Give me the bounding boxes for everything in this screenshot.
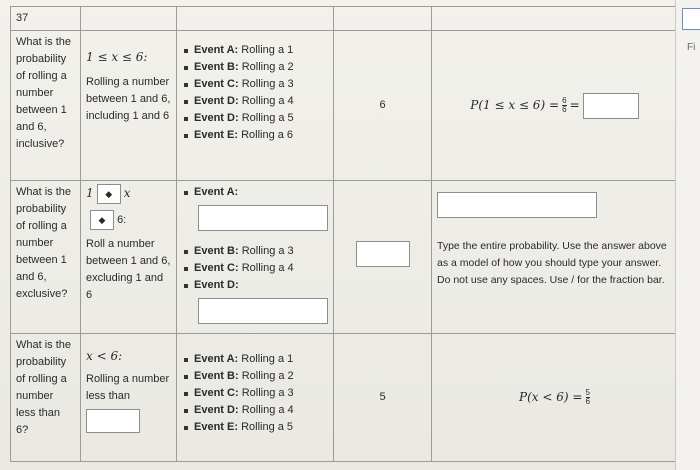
instruction-text: Type the entire probability. Use the answer above as a model of how you should type your answer. Do not use any spaces. Use / for the fraction bar. [437, 240, 667, 286]
range-description: Rolling a number between 1 and 6, including 1 and 6 [86, 76, 171, 122]
events-list [182, 243, 328, 294]
count-cell: 5 [334, 334, 432, 462]
count-input[interactable] [356, 241, 410, 267]
list-item: Event B: Rolling a 2 [194, 368, 328, 385]
range-expression: 1 ≤ x ≤ 6: [86, 50, 148, 64]
table-row [11, 181, 678, 334]
header-number: 37 [11, 7, 81, 31]
count-cell [334, 181, 432, 334]
range-description: Rolling a number less than [86, 373, 170, 402]
answer-input[interactable] [583, 93, 639, 119]
probability-input[interactable] [437, 192, 597, 218]
count-cell: 6 [334, 31, 432, 181]
events-cell [177, 334, 334, 462]
list-item: Event D: Rolling a 4 [194, 93, 328, 110]
header-row [11, 7, 678, 31]
upper-bound-select[interactable]: ◆ [90, 210, 114, 230]
list-item: Event A: Rolling a 1 [194, 351, 328, 368]
range-cell: 1 ◆ x ◆ 6: Roll a number between 1 and 6, excluding 1 and 6 [81, 181, 177, 334]
list-item: Event E: Rolling a 5 [194, 419, 328, 436]
events-list [182, 184, 328, 201]
list-item: Event B: Rolling a 2 [194, 59, 328, 76]
events-list [182, 42, 328, 144]
question-cell: What is the probability of rolling a number between 1 and 6, inclusive? [11, 31, 81, 181]
list-item: Event C: Rolling a 3 [194, 76, 328, 93]
question-cell: What is the probability of rolling a number between 1 and 6, exclusive? [11, 181, 81, 334]
table-row [11, 334, 678, 462]
events-list [182, 351, 328, 436]
list-item: Event E: Rolling a 6 [194, 127, 328, 144]
less-than-input[interactable] [86, 409, 140, 433]
list-item: Event D: Rolling a 4 [194, 402, 328, 419]
list-item: Event B: Rolling a 3 [194, 243, 328, 260]
probability-cell [432, 181, 678, 334]
panel-button[interactable] [682, 8, 700, 30]
probability-fraction: $\frac{5}{6}$ [585, 388, 590, 407]
list-item: Event D: Rolling a 5 [194, 110, 328, 127]
events-cell [177, 31, 334, 181]
panel-label: Fi [687, 42, 696, 53]
events-cell [177, 181, 334, 334]
table-row [11, 31, 678, 181]
range-cell [81, 31, 177, 181]
list-item: Event A: [194, 184, 328, 201]
probability-cell: P(x < 6) = $\frac{5}{6}$ [432, 334, 678, 462]
side-panel [675, 0, 700, 470]
probability-table [10, 6, 678, 462]
list-item: Event C: Rolling a 3 [194, 385, 328, 402]
range-expression: x < 6: [86, 349, 123, 363]
question-cell: What is the probability of rolling a number less than 6? [11, 334, 81, 462]
list-item: Event D: [194, 277, 328, 294]
event-d-input[interactable] [198, 298, 328, 324]
list-item: Event A: Rolling a 1 [194, 42, 328, 59]
range-cell [81, 334, 177, 462]
event-a-input[interactable] [198, 205, 328, 231]
probability-fraction: $\frac{6}{6}$ [562, 96, 567, 114]
list-item: Event C: Rolling a 4 [194, 260, 328, 277]
lower-bound-select[interactable]: ◆ [97, 184, 121, 204]
range-description: Roll a number between 1 and 6, excluding 1 and 6 [86, 238, 171, 301]
probability-cell: P(1 ≤ x ≤ 6) = $\frac{6}{6}$ = [432, 31, 678, 181]
